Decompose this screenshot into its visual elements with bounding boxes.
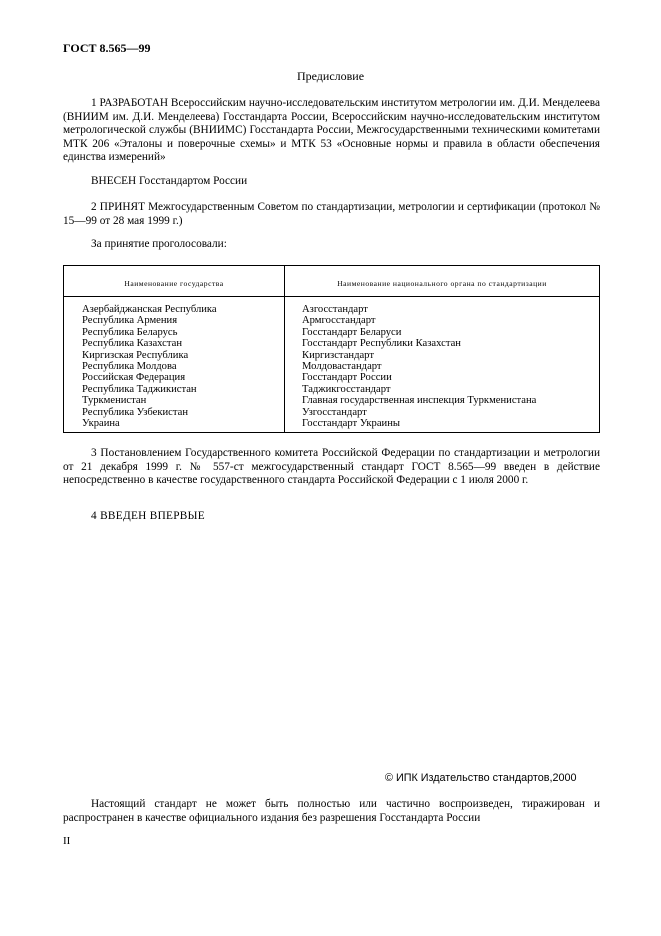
- table-cell-state: Российская Федерация: [82, 372, 186, 384]
- table-cell-standards-body: Госстандарт Украины: [302, 418, 400, 430]
- paragraph-developed-by: 1 РАЗРАБОТАН Всероссийским научно-исследовательским институтом метрологии им. Д.И. Менделеева (ВНИИМ им. Д.И. Менделеева) Госстандарта России, Всероссийским научно-исследовательским институтом метрологической службы (ВНИИМС) Госстандарта России, Межгосударственными техническими комитетами МТК 206 «Эталоны и поверочные схемы» и МТК 53 «Основные нормы и правила в области обеспечения единства измерений»: [63, 97, 600, 164]
- table-cell-standards-body: Узгосстандарт: [302, 406, 367, 418]
- table-cell-state: Киргизская Республика: [82, 349, 189, 361]
- paragraph-introduced-by: ВНЕСЕН Госстандартом России: [91, 175, 248, 187]
- table-cell-standards-body: Киргизстандарт: [302, 349, 374, 361]
- table-cell-state: Туркменистан: [82, 395, 147, 407]
- table-cell-standards-body: Госстандарт Республики Казахстан: [302, 338, 461, 350]
- document-code: ГОСТ 8.565—99: [63, 41, 151, 55]
- page-number: II: [63, 835, 71, 847]
- table-cell-state: Республика Молдова: [82, 361, 177, 373]
- table-cell-standards-body: Госстандарт Беларуси: [302, 326, 402, 338]
- table-column-divider: [284, 266, 285, 432]
- table-cell-standards-body: Главная государственная инспекция Туркменистана: [302, 395, 537, 407]
- copyright-notice: © ИПК Издательство стандартов,2000: [385, 772, 577, 784]
- table-cell-standards-body: Армгосстандарт: [302, 315, 376, 327]
- table-cell-state: Республика Казахстан: [82, 338, 183, 350]
- table-cell-state: Украина: [82, 418, 120, 430]
- table-header-standards-body: Наименование национального органа по стандартизации: [337, 279, 547, 288]
- table-header-state: Наименование государства: [124, 279, 224, 288]
- table-cell-state: Республика Таджикистан: [82, 383, 197, 395]
- table-cell-standards-body: Таджикгосстандарт: [302, 383, 391, 395]
- paragraph-enacted-by: 3 Постановлением Государственного комитета Российской Федерации по стандартизации и метрологии от 21 декабря 1999 г. № 557-ст межгосударственный стандарт ГОСТ 8.565—99 введен в действие непосредственно в качестве государственного стандарта Российской Федерации с 1 июля 2000 г.: [63, 447, 600, 487]
- table-column-states: [82, 304, 217, 429]
- voting-states-table: [63, 265, 600, 433]
- table-cell-state: Азербайджанская Республика: [82, 304, 217, 315]
- preface-title: Предисловие: [296, 69, 365, 83]
- table-cell-state: Республика Армения: [82, 315, 178, 327]
- paragraph-voted-for: За принятие проголосовали:: [91, 238, 227, 250]
- table-cell-standards-body: Азгосстандарт: [302, 304, 368, 315]
- reproduction-notice: Настоящий стандарт не может быть полностью или частично воспроизведен, тиражирован и распространен в качестве официального издания без разрешения Госстандарта России: [63, 798, 600, 824]
- paragraph-adopted-by: 2 ПРИНЯТ Межгосударственным Советом по стандартизации, метрологии и сертификации (протокол № 15—99 от 28 мая 1999 г.): [63, 201, 600, 227]
- table-cell-standards-body: Молдовастандарт: [302, 361, 382, 373]
- paragraph-introduced-first: 4 ВВЕДЕН ВПЕРВЫЕ: [91, 510, 205, 522]
- table-column-standards-bodies: [302, 304, 536, 429]
- table-cell-state: Республика Беларусь: [82, 326, 178, 338]
- table-cell-standards-body: Госстандарт России: [302, 372, 392, 384]
- table-header-divider: [64, 296, 599, 297]
- table-cell-state: Республика Узбекистан: [82, 406, 189, 418]
